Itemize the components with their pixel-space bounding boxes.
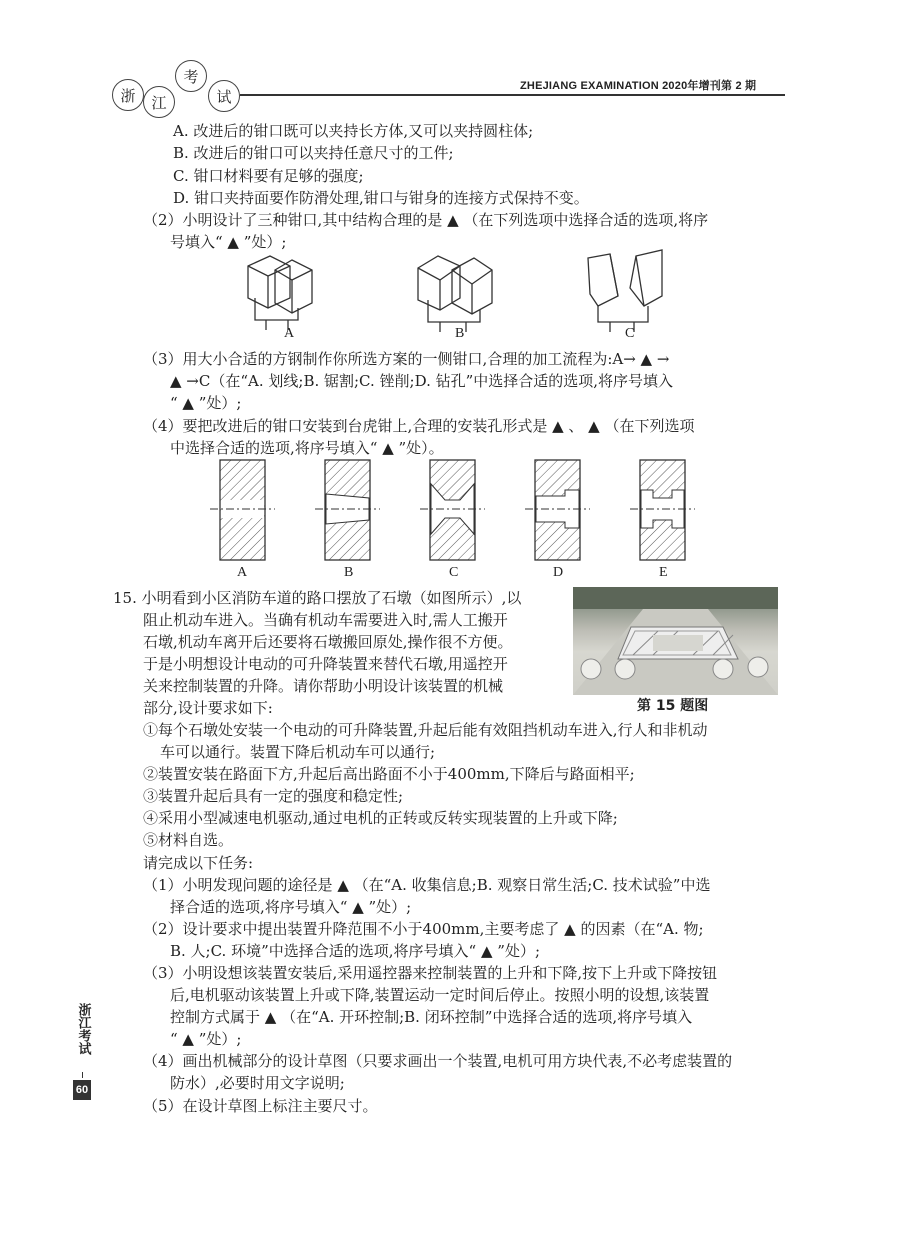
task-3-line3: 控制方式属于 ▲ （在“A. 开环控制;B. 闭环控制”中选择合适的选项,将序号填入 <box>170 1008 693 1026</box>
hole-option-e <box>630 460 695 560</box>
q14-3-line1: （3）用大小合适的方钢制作你所选方案的一侧钳口,合理的加工流程为:A→ ▲ → <box>143 350 670 368</box>
task-5: （5）在设计草图上标注主要尺寸。 <box>143 1097 378 1115</box>
journal-title: ZHEJIANG EXAMINATION 2020年增刊第 2 期 <box>520 80 757 92</box>
task-4-line1: （4）画出机械部分的设计草图（只要求画出一个装置,电机可用方块代表,不必考虑装置的 <box>143 1052 733 1070</box>
page-number: 60 <box>73 1080 91 1100</box>
jaw-label-a: A <box>284 326 295 341</box>
task-3-line2: 后,电机驱动该装置上升或下降,装置运动一定时间后停止。按照小明的设想,该装置 <box>170 986 710 1004</box>
logo-char-2: 江 <box>143 86 175 118</box>
header-rule <box>240 94 785 96</box>
hole-label-e: E <box>659 565 668 580</box>
q15-line1: 15. 小明看到小区消防车道的路口摆放了石墩（如图所示）,以 <box>113 589 522 607</box>
logo-char-3: 考 <box>175 60 207 92</box>
option-b: B. 改进后的钳口可以夹持任意尺寸的工件; <box>173 144 454 162</box>
req-2: ②装置安装在路面下方,升起后高出路面不小于400mm,下降后与路面相平; <box>143 765 635 783</box>
side-tab-text: 浙江考试 <box>75 1003 91 1055</box>
side-rule <box>82 1072 83 1078</box>
option-c: C. 钳口材料要有足够的强度; <box>173 167 364 185</box>
hole-options-figure <box>205 456 705 568</box>
q14-3-line2: ▲ →C（在“A. 划线;B. 锯割;C. 锉削;D. 钻孔”中选择合适的选项,将序号填入 <box>170 372 674 390</box>
hole-option-b <box>315 460 380 560</box>
q15-line6: 部分,设计要求如下: <box>143 699 273 717</box>
q14-2-line2: 号填入“ ▲ ”处）; <box>170 233 287 251</box>
hole-label-c: C <box>449 565 459 580</box>
hole-option-c <box>420 460 485 560</box>
jaw-label-c: C <box>625 326 635 341</box>
jaw-option-a <box>248 256 312 330</box>
task-1-line2: 择合适的选项,将序号填入“ ▲ ”处）; <box>170 898 412 916</box>
q15-line4: 于是小明想设计电动的可升降装置来替代石墩,用遥控开 <box>143 655 508 673</box>
option-d: D. 钳口夹持面要作防滑处理,钳口与钳身的连接方式保持不变。 <box>173 189 589 207</box>
task-2-line2: B. 人;C. 环境”中选择合适的选项,将序号填入“ ▲ ”处）; <box>170 942 540 960</box>
q15-line2: 阻止机动车进入。当确有机动车需要进入时,需人工搬开 <box>143 611 508 629</box>
req-1-line1: ①每个石墩处安装一个电动的可升降装置,升起后能有效阻挡机动车进入,行人和非机动 <box>143 721 708 739</box>
q15-line3: 石墩,机动车离开后还要将石墩搬回原处,操作很不方便。 <box>143 633 513 651</box>
task-3-line4: “ ▲ ”处）; <box>170 1030 242 1048</box>
hole-label-b: B <box>344 565 354 580</box>
option-a: A. 改进后的钳口既可以夹持长方体,又可以夹持圆柱体; <box>173 122 534 140</box>
jaw-option-b <box>418 256 492 332</box>
logo-char-4: 试 <box>208 80 240 112</box>
jaw-option-c <box>588 250 662 332</box>
hole-label-a: A <box>237 565 248 580</box>
req-1-line2: 车可以通行。装置下降后机动车可以通行; <box>160 743 436 761</box>
hole-option-d <box>525 460 590 560</box>
task-3-line1: （3）小明设想该装置安装后,采用遥控器来控制装置的上升和下降,按下上升或下降按钮 <box>143 964 718 982</box>
road-photo <box>573 587 778 695</box>
tasks-intro: 请完成以下任务: <box>143 854 254 872</box>
req-5: ⑤材料自选。 <box>143 831 234 849</box>
q14-4-line1: （4）要把改进后的钳口安装到台虎钳上,合理的安装孔形式是 ▲ 、 ▲ （在下列选项 <box>143 417 695 435</box>
task-2-line1: （2）设计要求中提出装置升降范围不小于400mm,主要考虑了 ▲ 的因素（在“A. 物; <box>143 920 704 938</box>
jaw-label-b: B <box>455 326 465 341</box>
req-3: ③装置升起后具有一定的强度和稳定性; <box>143 787 404 805</box>
task-4-line2: 防水）,必要时用文字说明; <box>170 1074 345 1092</box>
hole-option-a <box>210 460 275 560</box>
logo-char-1: 浙 <box>112 79 144 111</box>
req-4: ④采用小型减速电机驱动,通过电机的正转或反转实现装置的上升或下降; <box>143 809 618 827</box>
photo-caption: 第 15 题图 <box>637 698 709 714</box>
hole-label-d: D <box>553 565 564 580</box>
q14-2-line1: （2）小明设计了三种钳口,其中结构合理的是 ▲ （在下列选项中选择合适的选项,将序 <box>143 211 709 229</box>
q14-4-line2: 中选择合适的选项,将序号填入“ ▲ ”处）。 <box>170 439 444 457</box>
q14-3-line3: “ ▲ ”处）; <box>170 394 242 412</box>
task-1-line1: （1）小明发现问题的途径是 ▲ （在“A. 收集信息;B. 观察日常生活;C. 技术试验”中选 <box>143 876 711 894</box>
side-tab <box>73 1003 93 1060</box>
q15-line5: 关来控制装置的升降。请你帮助小明设计该装置的机械 <box>143 677 504 695</box>
